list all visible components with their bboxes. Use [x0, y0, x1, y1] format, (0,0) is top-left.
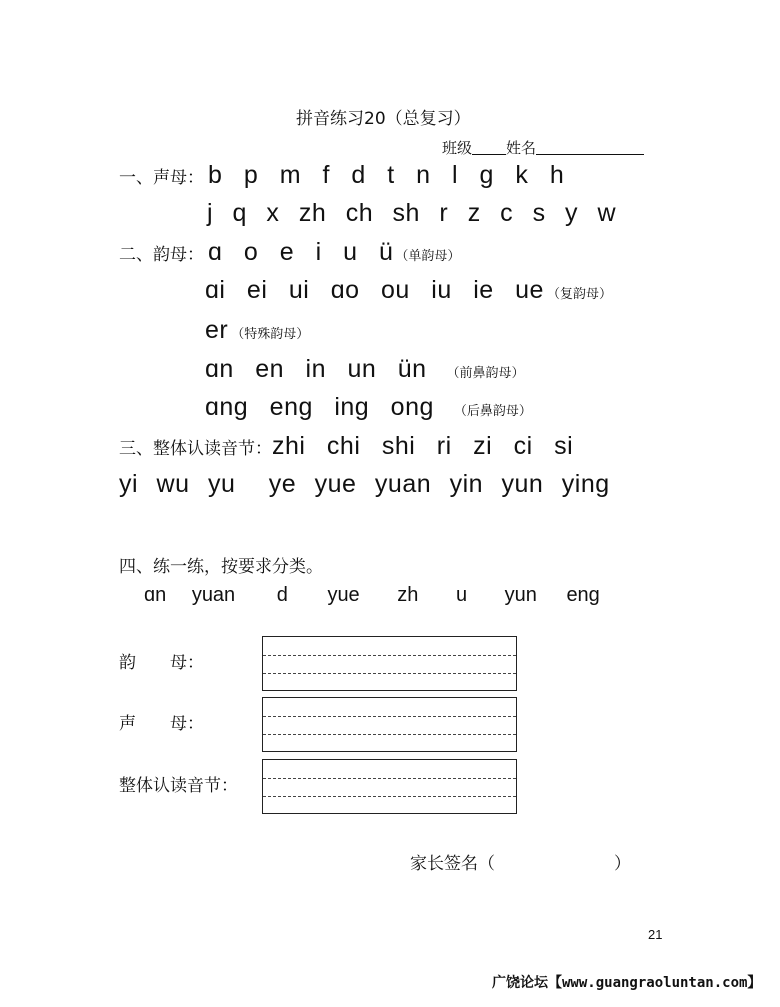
whole-syllables-category-label: 整体认读音节：	[119, 776, 238, 796]
pinyin-item: yin	[449, 470, 484, 498]
pinyin-item: u	[343, 238, 358, 266]
practice-word: d	[276, 584, 288, 606]
compound-finals-items	[205, 276, 544, 305]
parent-signature-field[interactable]: 家长签名（ ）	[410, 854, 631, 874]
special-finals-row	[205, 316, 309, 345]
pinyin-item: i	[315, 238, 322, 266]
pinyin-item: zhi	[272, 432, 306, 460]
pinyin-item: p	[243, 161, 259, 189]
practice-word-list	[144, 584, 600, 607]
pinyin-item: wu	[156, 470, 190, 498]
pinyin-item: c	[500, 199, 514, 227]
whole-syllables-answer-box[interactable]	[262, 759, 517, 814]
pinyin-item: q	[232, 199, 247, 227]
pinyin-item: g	[479, 161, 494, 189]
section-initials	[119, 161, 564, 190]
pinyin-item: yue	[314, 470, 357, 498]
pinyin-item: ɑn	[205, 355, 234, 383]
pinyin-item: ri	[436, 432, 452, 460]
pinyin-item: yun	[501, 470, 544, 498]
whole-syllables-row-2	[119, 470, 610, 499]
name-label: 姓名	[506, 139, 537, 157]
pinyin-item: iu	[431, 276, 452, 304]
pinyin-item: l	[452, 161, 459, 189]
pinyin-item: ün	[397, 355, 427, 383]
pinyin-item: yi	[119, 470, 139, 498]
pinyin-item: f	[322, 161, 330, 189]
pinyin-item: si	[554, 432, 574, 460]
single-finals-note: （单韵母）	[395, 249, 461, 264]
class-name-line	[442, 137, 644, 158]
writing-guide-line	[263, 778, 516, 779]
pinyin-item: x	[266, 199, 280, 227]
section-practice-title: 四、练一练，按要求分类。	[119, 557, 323, 577]
pinyin-item: ing	[334, 393, 370, 421]
pinyin-item: yuan	[374, 470, 432, 498]
class-blank[interactable]	[472, 138, 506, 155]
pinyin-item: r	[439, 199, 449, 227]
pinyin-item: w	[597, 199, 617, 227]
pinyin-item: b	[208, 161, 223, 189]
class-label: 班级	[442, 139, 473, 157]
finals-answer-box[interactable]	[262, 636, 517, 691]
initials-answer-box[interactable]	[262, 697, 517, 752]
pinyin-item: chi	[326, 432, 361, 460]
practice-word: eng	[566, 584, 600, 606]
pinyin-item: ou	[381, 276, 410, 304]
pinyin-item: ying	[561, 470, 610, 498]
front-nasal-row	[205, 355, 525, 384]
back-nasal-note: （后鼻韵母）	[453, 404, 532, 419]
initials-row-1	[208, 161, 564, 190]
forum-footer: 广饶论坛【www.guangraoluntan.com】	[492, 975, 762, 991]
practice-word: ɑn	[144, 584, 167, 606]
initials-category-label: 声 母：	[119, 714, 204, 734]
pinyin-item: y	[565, 199, 579, 227]
writing-guide-line	[263, 716, 516, 717]
pinyin-item: ue	[515, 276, 544, 304]
pinyin-item: ui	[288, 276, 310, 304]
pinyin-item: ɑng	[205, 393, 249, 421]
pinyin-item: d	[351, 161, 366, 189]
practice-word: zh	[397, 584, 419, 606]
single-finals-row	[208, 238, 393, 267]
section-finals	[119, 238, 460, 267]
page-title: 拼音练习20（总复习）	[296, 109, 471, 129]
pinyin-item: h	[549, 161, 565, 189]
writing-guide-line	[263, 655, 516, 656]
writing-guide-line	[263, 673, 516, 674]
pinyin-item: yu	[207, 470, 236, 498]
pinyin-item: er	[205, 316, 229, 344]
pinyin-item: ɑo	[330, 276, 360, 304]
whole-syllables-row-1	[272, 432, 573, 461]
initials-row-2	[207, 199, 616, 228]
pinyin-item: un	[347, 355, 377, 383]
special-finals-note: （特殊韵母）	[231, 327, 310, 342]
pinyin-item: in	[305, 355, 326, 383]
pinyin-item: zi	[473, 432, 493, 460]
pinyin-item: o	[243, 238, 259, 266]
pinyin-item: ong	[390, 393, 434, 421]
front-nasal-note: （前鼻韵母）	[446, 366, 525, 381]
pinyin-item: t	[387, 161, 395, 189]
section-finals-label: 二、韵母：	[119, 245, 204, 265]
pinyin-item: ci	[513, 432, 533, 460]
writing-guide-line	[263, 734, 516, 735]
compound-finals-row	[205, 276, 612, 305]
pinyin-item: n	[416, 161, 431, 189]
finals-category-label: 韵 母：	[119, 653, 204, 673]
pinyin-item: ye	[268, 470, 297, 498]
practice-word: yun	[504, 584, 537, 606]
writing-guide-line	[263, 796, 516, 797]
compound-finals-note: （复韵母）	[546, 287, 612, 302]
section-initials-label: 一、声母：	[119, 168, 204, 188]
pinyin-item: ü	[378, 238, 394, 266]
pinyin-item: e	[279, 238, 295, 266]
pinyin-item: eng	[269, 393, 313, 421]
pinyin-item: sh	[392, 199, 420, 227]
pinyin-item: zh	[298, 199, 327, 227]
pinyin-item: en	[255, 355, 285, 383]
name-blank[interactable]	[536, 138, 644, 155]
pinyin-item: j	[207, 199, 214, 227]
pinyin-item: ch	[345, 199, 374, 227]
back-nasal-row	[205, 393, 532, 422]
section-whole-syllables	[119, 432, 573, 461]
pinyin-item: s	[532, 199, 546, 227]
pinyin-item: m	[279, 161, 302, 189]
front-nasal-items	[205, 355, 427, 384]
page-number: 21	[648, 927, 663, 942]
pinyin-item: ɑ	[208, 238, 223, 266]
pinyin-item: ɑi	[205, 276, 226, 304]
pinyin-item: ie	[473, 276, 494, 304]
practice-word: u	[455, 584, 468, 606]
section-whole-syllables-label: 三、整体认读音节：	[119, 439, 272, 459]
pinyin-item: shi	[381, 432, 416, 460]
pinyin-item: k	[515, 161, 529, 189]
pinyin-item: z	[467, 199, 481, 227]
practice-word: yue	[327, 584, 360, 606]
pinyin-item: ei	[246, 276, 268, 304]
back-nasal-items	[205, 393, 434, 422]
practice-word: yuan	[191, 584, 236, 606]
